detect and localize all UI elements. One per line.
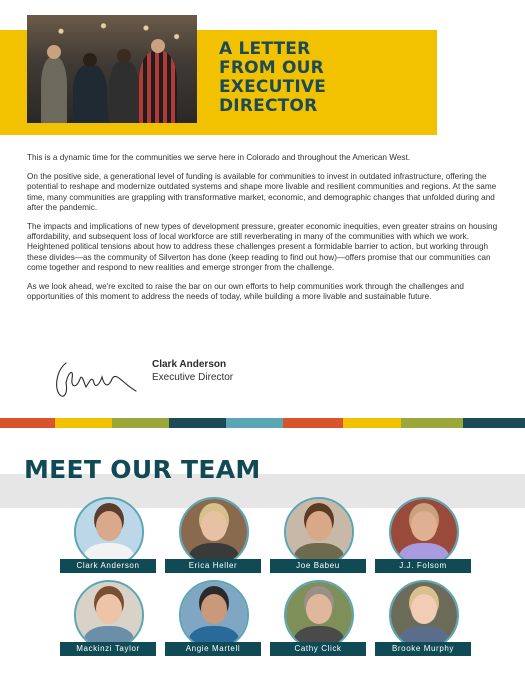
avatar-face [411,511,437,541]
team-member-name: Mackinzi Taylor [60,642,156,656]
person-figure [109,61,139,123]
letter-paragraph: The impacts and implications of new types of development pressure, greater economic inequities, even greater strains on housing affordability, and subsequent loss of local workforce are still reverberating in many of the communities with which we work. Heightened political tensions about how to address these challenges present a formidable barrier to action, but working through these divides—as the community of Silverton has done (keep reading to find out how)—offers promise that our communities can come together and respond to new realities and emerge stronger from the challenge. [27,222,498,272]
person-figure [41,57,67,123]
avatar-face [306,594,332,624]
signer-name: Clark Anderson [152,359,227,370]
color-strip-segment [226,418,283,428]
person-head [117,49,131,63]
person-head [47,45,61,59]
team-member-name: Cathy Click [270,642,366,656]
color-strip-segment [112,418,169,428]
avatar [389,497,459,567]
person-figure [73,65,107,123]
team-section-title: MEET OUR TEAM [24,455,261,484]
avatar [179,580,249,650]
signer-title: Executive Director [152,372,234,383]
person-head [151,39,165,53]
avatar [74,580,144,650]
team-photo [27,15,197,123]
title-line: A LETTER [219,39,311,59]
avatar [179,497,249,567]
color-strip-segment [463,418,525,428]
team-member-name: Angie Martell [165,642,261,656]
letter-paragraph: As we look ahead, we're excited to raise the bar on our own efforts to help communities work through the challenges and opportunities of this moment to address the needs of today, while building a more livable and sustainable future. [27,282,464,302]
team-member-card [375,580,471,660]
title-line: DIRECTOR [219,96,318,116]
letter-paragraph: On the positive side, a generational level of funding is available for communities to invest in outdated infrastructure, offering the potential to reshape and modernize outdated systems and shape more livable and resilient communities and regions. At the same time, many communities are grappling with transformative market, economic, and demographic changes that unfolded during and after the pandemic. [27,172,497,212]
color-strip-segment [283,418,343,428]
title-line: EXECUTIVE [219,77,327,97]
avatar-face [96,594,122,624]
avatar [74,497,144,567]
team-member-card [165,580,261,660]
avatar-face [201,594,227,624]
letter-paragraph: This is a dynamic time for the communities we serve here in Colorado and throughout the American West. [27,153,411,162]
team-member-card [375,497,471,577]
avatar-face [96,511,122,541]
team-member-name: Joe Babeu [270,559,366,573]
color-strip-segment [401,418,463,428]
color-strip-segment [55,418,112,428]
team-member-card [60,580,156,660]
team-member-name: Erica Heller [165,559,261,573]
avatar-face [201,511,227,541]
color-strip-segment [0,418,55,428]
person-figure [139,51,177,123]
color-strip-segment [343,418,401,428]
team-member-card [270,497,366,577]
avatar [389,580,459,650]
person-head [83,53,97,67]
letter-title [219,40,429,116]
avatar-face [306,511,332,541]
color-strip-segment [169,418,226,428]
avatar [284,497,354,567]
team-member-name: J.J. Folsom [375,559,471,573]
avatar-face [411,594,437,624]
team-member-card [60,497,156,577]
title-line: FROM OUR [219,58,324,78]
team-member-card [270,580,366,660]
color-strip [0,418,525,428]
letter-body [27,153,499,311]
signature-image [52,353,140,401]
team-member-name: Brooke Murphy [375,642,471,656]
avatar [284,580,354,650]
team-member-card [165,497,261,577]
team-member-name: Clark Anderson [60,559,156,573]
